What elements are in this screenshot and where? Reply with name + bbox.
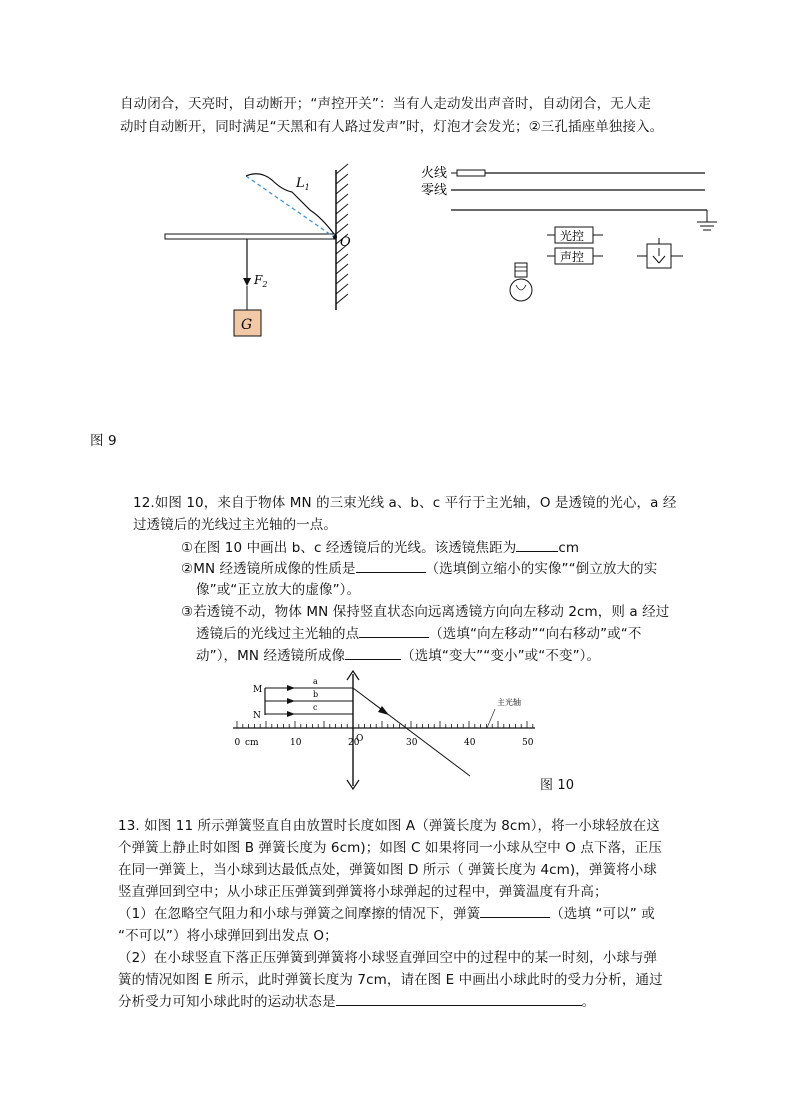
answer-blank-return[interactable]: [480, 903, 550, 918]
label-n: N: [253, 711, 261, 721]
intro-line-2: 动时自动断开，同时满足“天黑和有人路过发声”时，灯泡才会发光；②三孔插座单独接入。: [120, 119, 664, 135]
answer-blank-point-move[interactable]: [359, 623, 429, 638]
axis-unit: cm: [245, 738, 259, 748]
bulb-icon: [510, 263, 532, 301]
lens-diagram: [225, 668, 545, 798]
l1-dashed-line: [246, 176, 334, 237]
label-m: M: [253, 685, 263, 695]
label-ray-a: a: [313, 677, 318, 686]
q12-sub-2-cont: 像”或“正立放大的虚像”）。: [196, 582, 361, 598]
q12-sub-3-cont-2: [196, 645, 600, 667]
q13-line-9-text: 分析受力可知小球此时的运动状态是: [118, 994, 336, 1010]
label-l1: $L_1$: [296, 176, 310, 192]
axis-tick-label: 50: [522, 738, 534, 748]
label-o: O: [340, 235, 351, 250]
axis-tick-label: 0: [234, 738, 241, 748]
answer-blank-motion-state[interactable]: [336, 991, 582, 1006]
q13-line-8: 簧的情况如图 E 所示，此时弹簧长度为 7cm，请在图 E 中画出小球此时的受力分析，通过: [118, 972, 663, 988]
sound-control-label: 声控: [560, 250, 585, 264]
q12-sub-1-unit: cm: [558, 540, 580, 556]
q12-sub-2-text: ②MN 经透镜所成像的性质是: [181, 561, 356, 577]
q12-line-1: 12.如图 10，来自于物体 MN 的三束光线 a、b、c 平行于主光轴，O 是透镜的光心，a 经: [133, 495, 677, 511]
label-ray-c: c: [313, 703, 318, 712]
label-f2: $F_2$: [254, 273, 268, 289]
fire-line-label: 火线: [421, 166, 448, 181]
answer-blank-image-nature[interactable]: [356, 558, 426, 573]
answer-blank-image-size[interactable]: [345, 645, 401, 660]
intro-line-1: 自动闭合，天亮时，自动断开；“声控开关”：当有人走动发出声音时，自动闭合，无人走: [120, 96, 651, 112]
axis-tick-labels: [235, 738, 534, 748]
q13-line-4: 竖直弹回到空中；从小球正压弹簧到弹簧将小球弹起的过程中，弹簧温度有升高；: [118, 884, 608, 900]
fuse: [457, 170, 485, 176]
q12-line-2: 过透镜后的光线过主光轴的一点。: [133, 517, 337, 533]
q13-line-1: 13. 如图 11 所示弹簧竖直自由放置时长度如图 A（弹簧长度为 8cm），将一小球轻放在这: [118, 818, 660, 834]
q13-line-3: 在同一弹簧上，当小球到达最低点处，弹簧如图 D 所示（ 弹簧长度为 4cm)，弹簧将小球: [118, 862, 657, 878]
q13-line-5-text: （1）在忽略空气阻力和小球与弹簧之间摩擦的情况下，弹簧: [118, 906, 481, 922]
q12-sub-3: ③若透镜不动，物体 MN 保持竖直状态向远离透镜方向向左移动 2cm，则 a 经过: [181, 604, 670, 620]
q12-sub-1-text: ①在图 10 中画出 b、c 经透镜后的光线。该透镜焦距为: [181, 540, 517, 556]
light-control-label: 光控: [560, 229, 585, 243]
label-lens-center: O: [356, 734, 364, 744]
pivot-point: [333, 235, 337, 239]
f2-arrowhead: [243, 278, 251, 286]
q13-line-9-end: 。: [581, 994, 596, 1010]
q13-line-5-options: （选填 “可以” 或: [550, 906, 655, 922]
label-g: G: [241, 317, 253, 333]
answer-blank-focal[interactable]: [516, 537, 558, 552]
q13-line-6: “不可以”）将小球弹回到出发点 O；: [118, 928, 338, 944]
axis-tick-label: 10: [290, 738, 302, 748]
circuit-diagram: [415, 160, 725, 320]
fig10-caption: 图 10: [540, 778, 575, 793]
axis-tick-label: 40: [464, 738, 476, 748]
q13-line-5: [118, 903, 655, 925]
neutral-line-label: 零线: [421, 183, 448, 198]
q12-sub-2-options: （选填倒立缩小的实像”“倒立放大的实: [425, 561, 658, 577]
axis-label: 主光轴: [497, 698, 521, 707]
q12-sub-3-cont: [196, 623, 641, 645]
lever-bar: [165, 234, 335, 239]
axis-tick-label: 20: [348, 738, 360, 748]
wall-hatching: [336, 164, 348, 304]
q12-sub-2: [181, 558, 657, 580]
q13-line-7: （2）在小球竖直下落正压弹簧到弹簧将小球竖直弹回空中的过程中的某一时刻，小球与弹: [118, 950, 658, 966]
q12-sub-3-options: （选填“向左移动”“向右移动”或“不: [429, 626, 642, 642]
q13-line-9: [118, 991, 595, 1013]
q12-sub-3-text-2: 动”），MN 经透镜所成像: [196, 648, 346, 664]
label-ray-b: b: [313, 690, 319, 699]
q12-sub-1: [181, 537, 579, 559]
q12-sub-3-options-2: （选填“变大”“变小”或“不变”）。: [401, 648, 601, 664]
fig9-caption: 图 9: [90, 433, 117, 449]
lever-diagram: [150, 160, 370, 345]
q12-sub-3-text: 透镜后的光线过主光轴的点: [196, 626, 360, 642]
l1-brace: [246, 174, 334, 234]
axis-tick-label: 30: [406, 738, 418, 748]
q13-line-2: 个弹簧上静止时如图 B 弹簧长度为 6cm)；如图 C 如果将同一小球从空中 O 点下落，正压: [118, 840, 662, 856]
refracted-ray-a: [353, 688, 470, 776]
